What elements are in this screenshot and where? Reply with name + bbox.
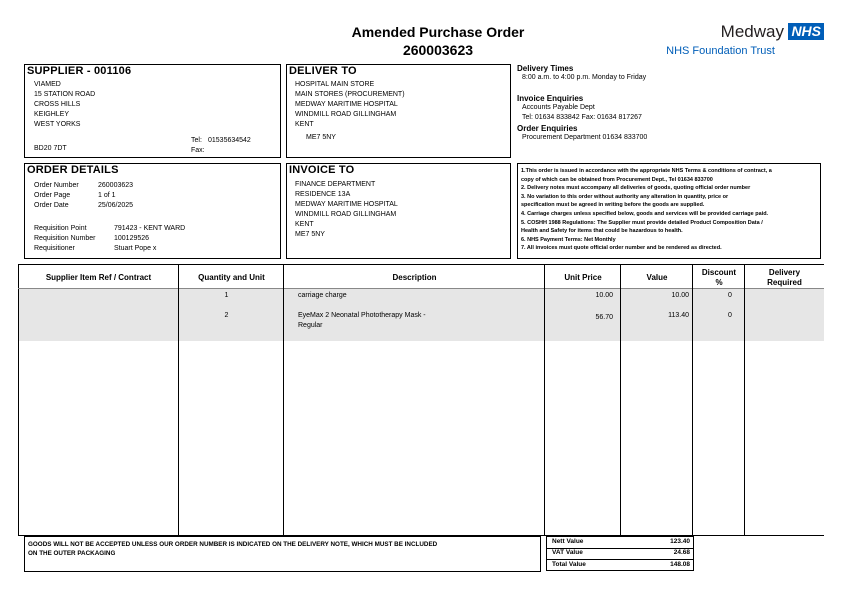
- col-price: [545, 264, 621, 536]
- th-ref: Supplier Item Ref / Contract: [45, 273, 152, 282]
- term-line: 1.This order is issued in accordance with the appropriate NHS Terms & conditions of contract, a: [521, 168, 772, 174]
- supplier-address-line: KEIGHLEY: [34, 111, 70, 118]
- row1-desc: carriage charge: [298, 292, 347, 299]
- invoice-address-line: RESIDENCE 13A: [295, 191, 351, 198]
- vat-value: 24.68: [673, 549, 690, 556]
- th-delivery-required: Required: [767, 278, 802, 287]
- supplier-postcode: BD20 7DT: [34, 145, 67, 152]
- notice-text: GOODS WILL NOT BE ACCEPTED UNLESS OUR ORDER NUMBER IS INDICATED ON THE DELIVERY NOTE, WHICH MUST BE INCLUDED: [28, 541, 438, 548]
- invoice-address-line: WINDMILL ROAD GILLINGHAM: [295, 211, 397, 218]
- th-desc: Description: [392, 273, 437, 282]
- col-discount: [693, 264, 745, 536]
- supplier-box: [24, 64, 281, 158]
- order-details-title: ORDER DETAILS: [27, 164, 119, 176]
- row1-price: 10.00: [595, 292, 613, 299]
- order-detail-row: Order Page 1 of 1: [34, 192, 116, 199]
- totals-box: [546, 536, 694, 571]
- th-discount: Discount: [701, 268, 737, 277]
- col-qty: [179, 264, 284, 536]
- row2-price: 56.70: [595, 314, 613, 321]
- accounts-tel: Tel: 01634 833842 Fax: 01634 817267: [522, 114, 642, 121]
- deliver-to-box: [286, 64, 511, 158]
- order-details-rows: [34, 181, 274, 211]
- nhs-logo: [700, 22, 824, 42]
- terms-box: [517, 163, 821, 259]
- row2-qty: 2: [224, 312, 229, 319]
- requisition-row: Requisitioner Stuart Pope x: [34, 245, 157, 252]
- term-line: 5. COSHH 1988 Regulations: The Supplier must provide detailed Product Composition Data /: [521, 219, 763, 226]
- nhs-lozenge: NHS: [788, 23, 824, 40]
- th-qty: Quantity and Unit: [198, 273, 265, 282]
- row1-qty: 1: [224, 292, 229, 299]
- deliver-to-address: [295, 80, 405, 130]
- row2-desc: EyeMax 2 Neonatal Phototherapy Mask -: [298, 312, 426, 319]
- th-value: Value: [646, 273, 668, 282]
- requisition-row: Requisition Point 791423 - KENT WARD: [34, 225, 186, 232]
- requisition-rows: [34, 224, 274, 254]
- total-value: 148.08: [670, 561, 690, 568]
- supplier-address-line: VIAMED: [34, 81, 61, 88]
- trust-name: NHS Foundation Trust: [666, 45, 775, 57]
- procurement-contact: Procurement Department 01634 833700: [522, 134, 648, 141]
- po-number-heading: 260003623: [402, 42, 474, 58]
- th-price: Unit Price: [564, 273, 602, 282]
- deliver-address-line: HOSPITAL MAIN STORE: [295, 81, 375, 88]
- row1-value: 10.00: [671, 292, 689, 299]
- invoice-to-address: [295, 180, 398, 240]
- requisition-row: Requisition Number 100129526: [34, 235, 150, 242]
- term-line: specification must be agreed in writing before the goods are supplied.: [521, 202, 705, 209]
- net-value: 123.40: [670, 538, 690, 545]
- supplier-address-line: CROSS HILLS: [34, 101, 81, 108]
- col-value: [621, 264, 693, 536]
- supplier-address: [34, 80, 95, 130]
- accounts-payable: Accounts Payable Dept: [522, 104, 595, 111]
- terms-list: [521, 167, 772, 253]
- invoice-to-title: INVOICE TO: [289, 164, 355, 176]
- deliver-address-line: WINDMILL ROAD GILLINGHAM: [295, 111, 397, 118]
- order-details-box: [24, 163, 281, 259]
- invoice-to-box: [286, 163, 511, 259]
- order-detail-row: Order Date 25/06/2025: [34, 202, 134, 209]
- term-line: 7. All invoices must quote official order number and be rendered as directed.: [521, 245, 722, 252]
- term-line: 2. Delivery notes must accompany all deliveries of goods, quoting official order number: [521, 185, 751, 192]
- supplier-fax-label: Fax:: [191, 147, 205, 154]
- supplier-title: SUPPLIER - 001106: [27, 65, 132, 77]
- th-discount-pct: %: [715, 278, 723, 287]
- notice-box: [24, 536, 541, 572]
- term-line: 4. Carriage charges unless specified below, goods and services will be provided carriage paid.: [521, 210, 769, 217]
- col-desc: [284, 264, 545, 536]
- term-line: Health and Safety for items that could be hazardous to health.: [521, 228, 683, 235]
- delivery-times-label: Delivery Times: [517, 64, 574, 73]
- totals-divider: [547, 559, 693, 560]
- order-enquiries-label: Order Enquiries: [517, 124, 578, 133]
- invoice-address-line: MEDWAY MARITIME HOSPITAL: [295, 201, 398, 208]
- delivery-times: 8:00 a.m. to 4:00 p.m. Monday to Friday: [522, 74, 647, 81]
- invoice-enquiries-label: Invoice Enquiries: [517, 94, 584, 103]
- info-panel: [517, 64, 817, 143]
- net-label: Nett Value: [552, 538, 584, 545]
- supplier-tel-label: Tel:: [191, 137, 202, 144]
- order-detail-row: Order Number 260003623: [34, 182, 134, 189]
- deliver-address-line: MEDWAY MARITIME HOSPITAL: [295, 101, 398, 108]
- vat-label: VAT Value: [552, 549, 583, 556]
- notice-text-cont: ON THE OUTER PACKAGING: [28, 550, 116, 557]
- supplier-address-line: 15 STATION ROAD: [34, 91, 96, 98]
- invoice-address-line: ME7 5NY: [295, 231, 325, 238]
- document-title: Amended Purchase Order: [351, 24, 525, 40]
- deliver-to-postcode: ME7 5NY: [306, 134, 336, 141]
- supplier-address-line: WEST YORKS: [34, 121, 81, 128]
- total-label: Total Value: [552, 561, 586, 568]
- th-delivery: Delivery: [768, 268, 801, 277]
- deliver-address-line: MAIN STORES (PROCUREMENT): [295, 91, 405, 98]
- row2-discount: 0: [728, 312, 732, 319]
- deliver-to-title: DELIVER TO: [289, 65, 357, 77]
- row2-desc-cont: Regular: [298, 322, 323, 329]
- invoice-address-line: KENT: [295, 221, 314, 228]
- deliver-address-line: KENT: [295, 121, 314, 128]
- term-line: 3. No variation to this order without authority any alteration in quantity, price or: [521, 193, 729, 200]
- invoice-address-line: FINANCE DEPARTMENT: [295, 181, 376, 188]
- row2-value: 113.40: [668, 312, 689, 319]
- org-name: Medway: [720, 22, 784, 41]
- col-ref: [18, 264, 179, 536]
- term-line: 6. NHS Payment Terms: Net Monthly: [521, 236, 616, 243]
- row1-discount: 0: [728, 292, 732, 299]
- term-line: copy of which can be obtained from Procurement Dept., Tel 01634 833700: [521, 176, 713, 183]
- supplier-tel: 01535634542: [208, 137, 251, 144]
